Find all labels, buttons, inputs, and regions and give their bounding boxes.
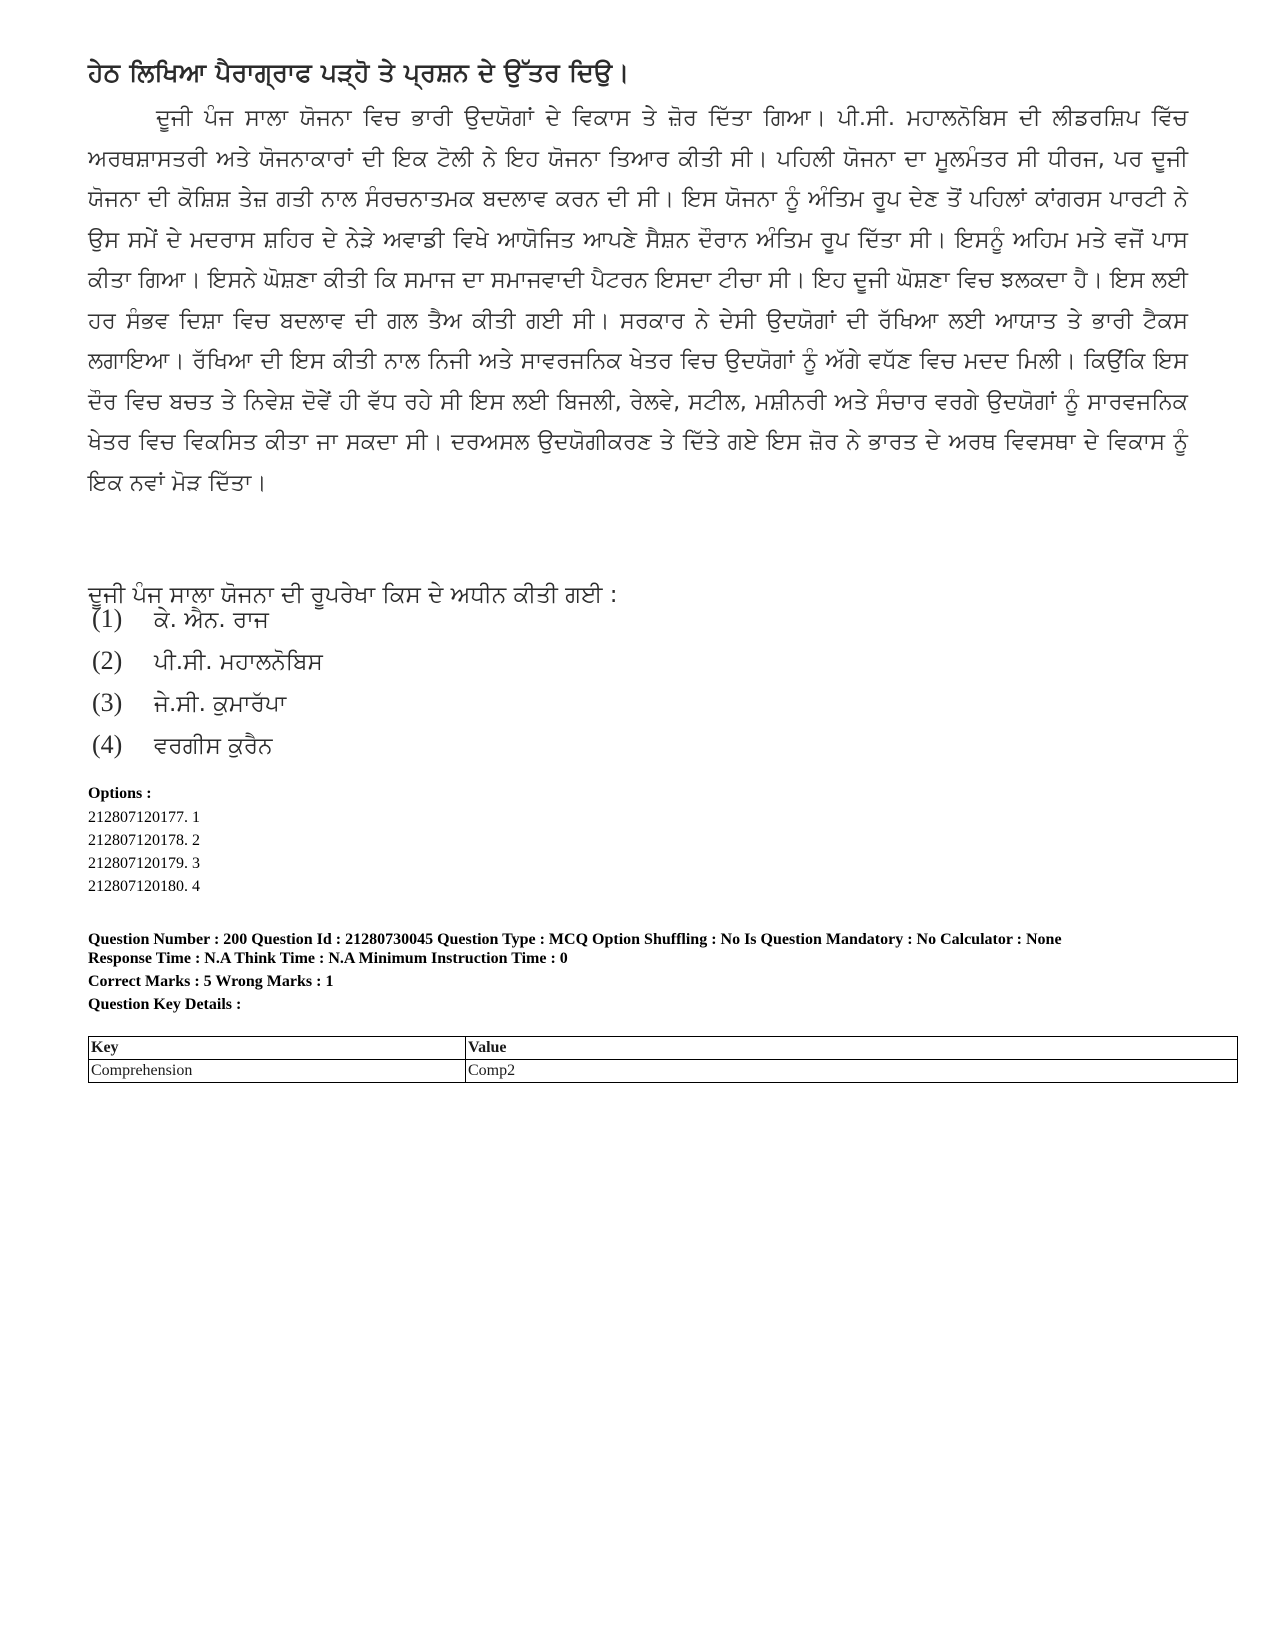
passage-heading: ਹੇਠ ਲਿਖਿਆ ਪੈਰਾਗ੍ਰਾਫ ਪੜ੍ਹੋ ਤੇ ਪ੍ਰਸ਼ਨ ਦੇ ਉੱਤਰ ਦਿਉ। xyxy=(88,58,630,87)
table-header-row xyxy=(89,1037,1238,1060)
question-text: ਦੂਜੀ ਪੰਜ ਸਾਲਾ ਯੋਜਨਾ ਦੀ ਰੂਪਰੇਖਾ ਕਿਸ ਦੇ ਅਧੀਨ ਕੀਤੀ ਗਈ : xyxy=(88,582,618,608)
table-header-value: Value xyxy=(466,1037,1238,1060)
option-item: 212807120178. 2 xyxy=(88,832,200,849)
choice-number: (1) xyxy=(92,604,123,633)
question-meta-line2: Response Time : N.A Think Time : N.A Minimum Instruction Time : 0 xyxy=(88,950,568,967)
table-row xyxy=(89,1060,1238,1083)
option-item: 212807120177. 1 xyxy=(88,809,200,826)
table-header-key: Key xyxy=(89,1037,466,1060)
key-details-label: Question Key Details : xyxy=(88,996,242,1013)
passage-text: ਦੂਜੀ ਪੰਜ ਸਾਲਾ ਯੋਜਨਾ ਵਿਚ ਭਾਰੀ ਉਦਯੋਗਾਂ ਦੇ ਵਿਕਾਸ ਤੇ ਜ਼ੋਰ ਦਿੱਤਾ ਗਿਆ। ਪੀ.ਸੀ. ਮਹਾਲਨੋਬਿਸ ਦੀ ਲੀਡਰਸ਼ਿਪ ਵਿੱਚ ਅਰਥਸ਼ਾਸਤਰੀ ਅਤੇ ਯੋਜਨਾਕਾਰਾਂ ਦੀ ਇਕ ਟੋਲੀ ਨੇ ਇਹ ਯੋਜਨਾ ਤਿਆਰ ਕੀਤੀ ਸੀ। ਪਹਿਲੀ ਯੋਜਨਾ ਦਾ ਮੂਲਮੰਤਰ ਸੀ ਧੀਰਜ, ਪਰ ਦੂਜੀ ਯੋਜਨਾ ਦੀ ਕੋਸ਼ਿਸ਼ ਤੇਜ਼ ਗਤੀ ਨਾਲ ਸੰਰਚਨਾਤਮਕ ਬਦਲਾਵ ਕਰਨ ਦੀ ਸੀ। ਇਸ ਯੋਜਨਾ ਨੂੰ ਅੰਤਿਮ ਰੂਪ ਦੇਣ ਤੋਂ ਪਹਿਲਾਂ ਕਾਂਗਰਸ ਪਾਰਟੀ ਨੇ ਉਸ ਸਮੇਂ ਦੇ ਮਦਰਾਸ ਸ਼ਹਿਰ ਦੇ ਨੇੜੇ ਅਵਾਡੀ ਵਿਖੇ ਆਯੋਜਿਤ ਆਪਣੇ ਸੈਸ਼ਨ ਦੌਰਾਨ ਅੰਤਿਮ ਰੂਪ ਦਿੱਤਾ ਸੀ। ਇਸਨੂੰ ਅਹਿਮ ਮਤੇ ਵਜੋਂ ਪਾਸ ਕੀਤਾ ਗਿਆ। ਇਸਨੇ ਘੋਸ਼ਣਾ ਕੀਤੀ ਕਿ ਸਮਾਜ ਦਾ ਸਮਾਜਵਾਦੀ ਪੈਟਰਨ ਇਸਦਾ ਟੀਚਾ ਸੀ। ਇਹ ਦੂਜੀ ਘੋਸ਼ਣਾ ਵਿਚ ਝਲਕਦਾ ਹੈ। ਇਸ ਲਈ ਹਰ ਸੰਭਵ ਦਿਸ਼ਾ ਵਿਚ ਬਦਲਾਵ ਦੀ ਗਲ ਤੈਅ ਕੀਤੀ ਗਈ ਸੀ। ਸਰਕਾਰ ਨੇ ਦੇਸੀ ਉਦਯੋਗਾਂ ਦੀ ਰੱਖਿਆ ਲਈ ਆਯਾਤ ਤੇ ਭਾਰੀ ਟੈਕਸ ਲਗਾਇਆ। ਰੱਖਿਆ ਦੀ ਇਸ ਕੀਤੀ ਨਾਲ ਨਿਜੀ ਅਤੇ ਸਾਵਰਜਨਿਕ ਖੇਤਰ ਵਿਚ ਉਦਯੋਗਾਂ ਨੂੰ ਅੱਗੇ ਵਧੱਣ ਵਿਚ ਮਦਦ ਮਿਲੀ। ਕਿਉਂਕਿ ਇਸ ਦੌਰ ਵਿਚ ਬਚਤ ਤੇ ਨਿਵੇਸ਼ ਦੋਵੇਂ ਹੀ ਵੱਧ ਰਹੇ ਸੀ ਇਸ ਲਈ ਬਿਜਲੀ, ਰੇਲਵੇ, ਸਟੀਲ, ਮਸ਼ੀਨਰੀ ਅਤੇ ਸੰਚਾਰ ਵਰਗੇ ਉਦਯੋਗਾਂ ਨੂੰ ਸਾਰਵਜਨਿਕ ਖੇਤਰ ਵਿਚ ਵਿਕਸਿਤ ਕੀਤਾ ਜਾ ਸਕਦਾ ਸੀ। ਦਰਅਸਲ ਉਦਯੋਗੀਕਰਣ ਤੇ ਦਿੱਤੇ ਗਏ ਇਸ ਜ਼ੋਰ ਨੇ ਭਾਰਤ ਦੇ ਅਰਥ ਵਿਵਸਥਾ ਦੇ ਵਿਕਾਸ ਨੂੰ ਇਕ ਨਵਾਂ ਮੋੜ ਦਿੱਤਾ। xyxy=(88,105,1188,496)
choice-text: ਪੀ.ਸੀ. ਮਹਾਲਨੋਬਿਸ xyxy=(154,649,323,675)
table-cell-key: Comprehension xyxy=(89,1060,466,1083)
choice-text: ਕੇ. ਐਨ. ਰਾਜ xyxy=(154,607,269,633)
choice-number: (4) xyxy=(92,730,123,759)
question-meta-line1: Question Number : 200 Question Id : 21280730045 Question Type : MCQ Option Shuffling : No Is Question Mandatory : No Calculator : None xyxy=(88,931,1062,948)
choice-2 xyxy=(92,646,323,676)
option-item: 212807120179. 3 xyxy=(88,855,200,872)
table-cell-value: Comp2 xyxy=(466,1060,1238,1083)
choice-3 xyxy=(92,688,286,718)
marks-line: Correct Marks : 5 Wrong Marks : 1 xyxy=(88,973,334,990)
choice-1 xyxy=(92,604,269,634)
key-value-table xyxy=(88,1036,1238,1083)
choice-number: (3) xyxy=(92,688,123,717)
choice-4 xyxy=(92,730,273,760)
option-item: 212807120180. 4 xyxy=(88,878,200,895)
options-label: Options : xyxy=(88,785,152,802)
choice-number: (2) xyxy=(92,646,123,675)
passage xyxy=(88,58,1188,503)
choice-text: ਜੇ.ਸੀ. ਕੁਮਾਰੱਪਾ xyxy=(154,691,287,717)
choice-text: ਵਰਗੀਸ ਕੁਰੈਨ xyxy=(154,733,273,759)
